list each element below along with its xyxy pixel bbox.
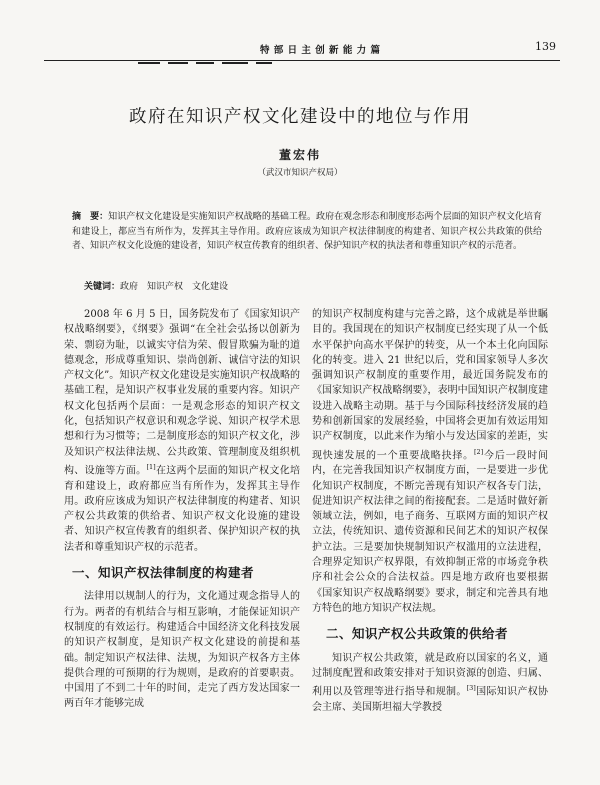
continued-paragraph: [312, 307, 548, 616]
left-column: [64, 307, 300, 712]
running-header: [44, 38, 560, 61]
citation-3: [3]: [466, 684, 476, 693]
page-number: 139: [535, 40, 556, 53]
keywords-text: 政府 知识产权 文化建设: [120, 282, 229, 292]
intro-text-a: 2008 年 6 月 5 日，国务院发布了《国家知识产权战略纲要》，《纲要》强调“在全社会弘扬以创新为荣、剽窃为耻，以诚实守信为荣、假冒欺骗为耻的道德观念，形成尊重知识、崇尚创新、诚信守法的知识产权文化”。知识产权文化建设是实施知识产权战略的基础工程，是知识产权事业发展的重要内容。知识产权文化包括两个层面：一是观念形态的知识产权文化，包括知识产权意识和观念学说、知识产权学术思想和行为习惯等；二是制度形态的知识产权文化，涉及知识产权法律法规、公共政策、管理制度及组织机构、设施等方面。: [64, 309, 300, 477]
intro-text-b: 在这两个层面的知识产权文化培育和建设上，政府都应当有所作为，发挥其主导作用。政府应该成为知识产权法律制度的构建者、知识产权公共政策的供给者、知识产权文化设施的建设者、知识产权宣传教育的组织者、保护知识产权的执法者和尊重知识产权的示范者。: [64, 465, 301, 553]
keywords-label: 关键词：: [84, 282, 121, 292]
keywords: [84, 280, 524, 294]
section-2-text-b: 国际知识产权协会主席、美国斯坦福大学教授: [312, 686, 549, 713]
header-rule-marks: [44, 62, 524, 66]
section-2-paragraph: [312, 651, 548, 716]
abstract-text: 知识产权文化建设是实施知识产权战略的基础工程。政府在观念形态和制度形态两个层面的知识产权文化培育和建设上，都应当有所作为，发挥其主导作用。政府应该成为知识产权法律制度的构建者、知识产权公共政策的供给者、知识产权文化设施的建设者，知识产权宣传教育的组织者、保护知识产权的执法者和尊重知识产权的示范者。: [72, 212, 542, 251]
running-header-title: 特 部 日 主 创 新 能 力 篇: [260, 45, 381, 56]
continued-text-b: 今后一段时间内，在完善我国知识产权制度方面，一是要进一步优化知识产权制度，不断完善现有知识产权各专门法，促进知识产权法律之间的衔接配套。二是适时做好新领域立法，例如，电子商务、互联网方面的知识产权立法，传统知识、遗传资源和民间艺术的知识产权保护立法。三是要加快规制知识产权滥用的立法进程，合理界定知识产权界限，有效抑制正常的市场竞争秩序和社会公众的合法权益。四是地方政府也要根据《国家知识产权战略纲要》要求，制定和完善具有地方特色的地方知识产权法规。: [312, 450, 549, 614]
abstract: [72, 210, 542, 254]
article-title: 政府在知识产权文化建设中的地位与作用: [129, 107, 471, 127]
citation-1: [1]: [146, 462, 156, 471]
author-affiliation: （武汉市知识产权局）: [257, 168, 343, 178]
continued-text-a: 的知识产权制度构建与完善之路，这个成就是举世瞩目的。我国现在的知识产权制度已经实现了从一个低水平保护向高水平保护的转变，从一个本土化向国际化的转变。进入 21 世纪以后，党和国家领导人多次强调知识产权制度的重要作用，最近国务院发布的《国家知识产权战略纲要》，表明中国知识产权制度建设进入战略主动期。基于与今国际科技经济发展的趋势和创新国家的发展经验，中国将会更加有效运用知识产权制度，以此来作为缩小与发达国家的差距，实现快速发展的一个重要战略抉择。: [312, 309, 548, 461]
citation-2: [2]: [474, 447, 484, 456]
article-author: 董宏伟: [278, 148, 321, 162]
section-1-heading: 一、知识产权法律制度的构建者: [72, 565, 255, 581]
right-column: [312, 307, 548, 715]
section-2-text-a: 知识产权公共政策，就是政府以国家的名义，通过制度配置和政策安排对于知识资源的创造、归属、利用以及管理等进行指导和规制。: [312, 652, 548, 698]
abstract-label: 摘 要：: [72, 212, 109, 222]
intro-paragraph: [64, 307, 300, 555]
section-1-paragraph: 法律用以规制人的行为，文化通过观念指导人的行为。两者的有机结合与相互影响，才能保证知识产权制度的有效运行。构建适合中国经济文化科技发展的知识产权制度，是知识产权文化建设的前提和基础。制定知识产权法律、法规，为知识产权各方主体提供合理的可预期的行为规则，是政府的首要职责。中国用了不到二十年的时间，走完了西方发达国家一两百年才能够完成: [64, 591, 300, 710]
section-2-heading: 二、知识产权公共政策的供给者: [326, 626, 509, 642]
